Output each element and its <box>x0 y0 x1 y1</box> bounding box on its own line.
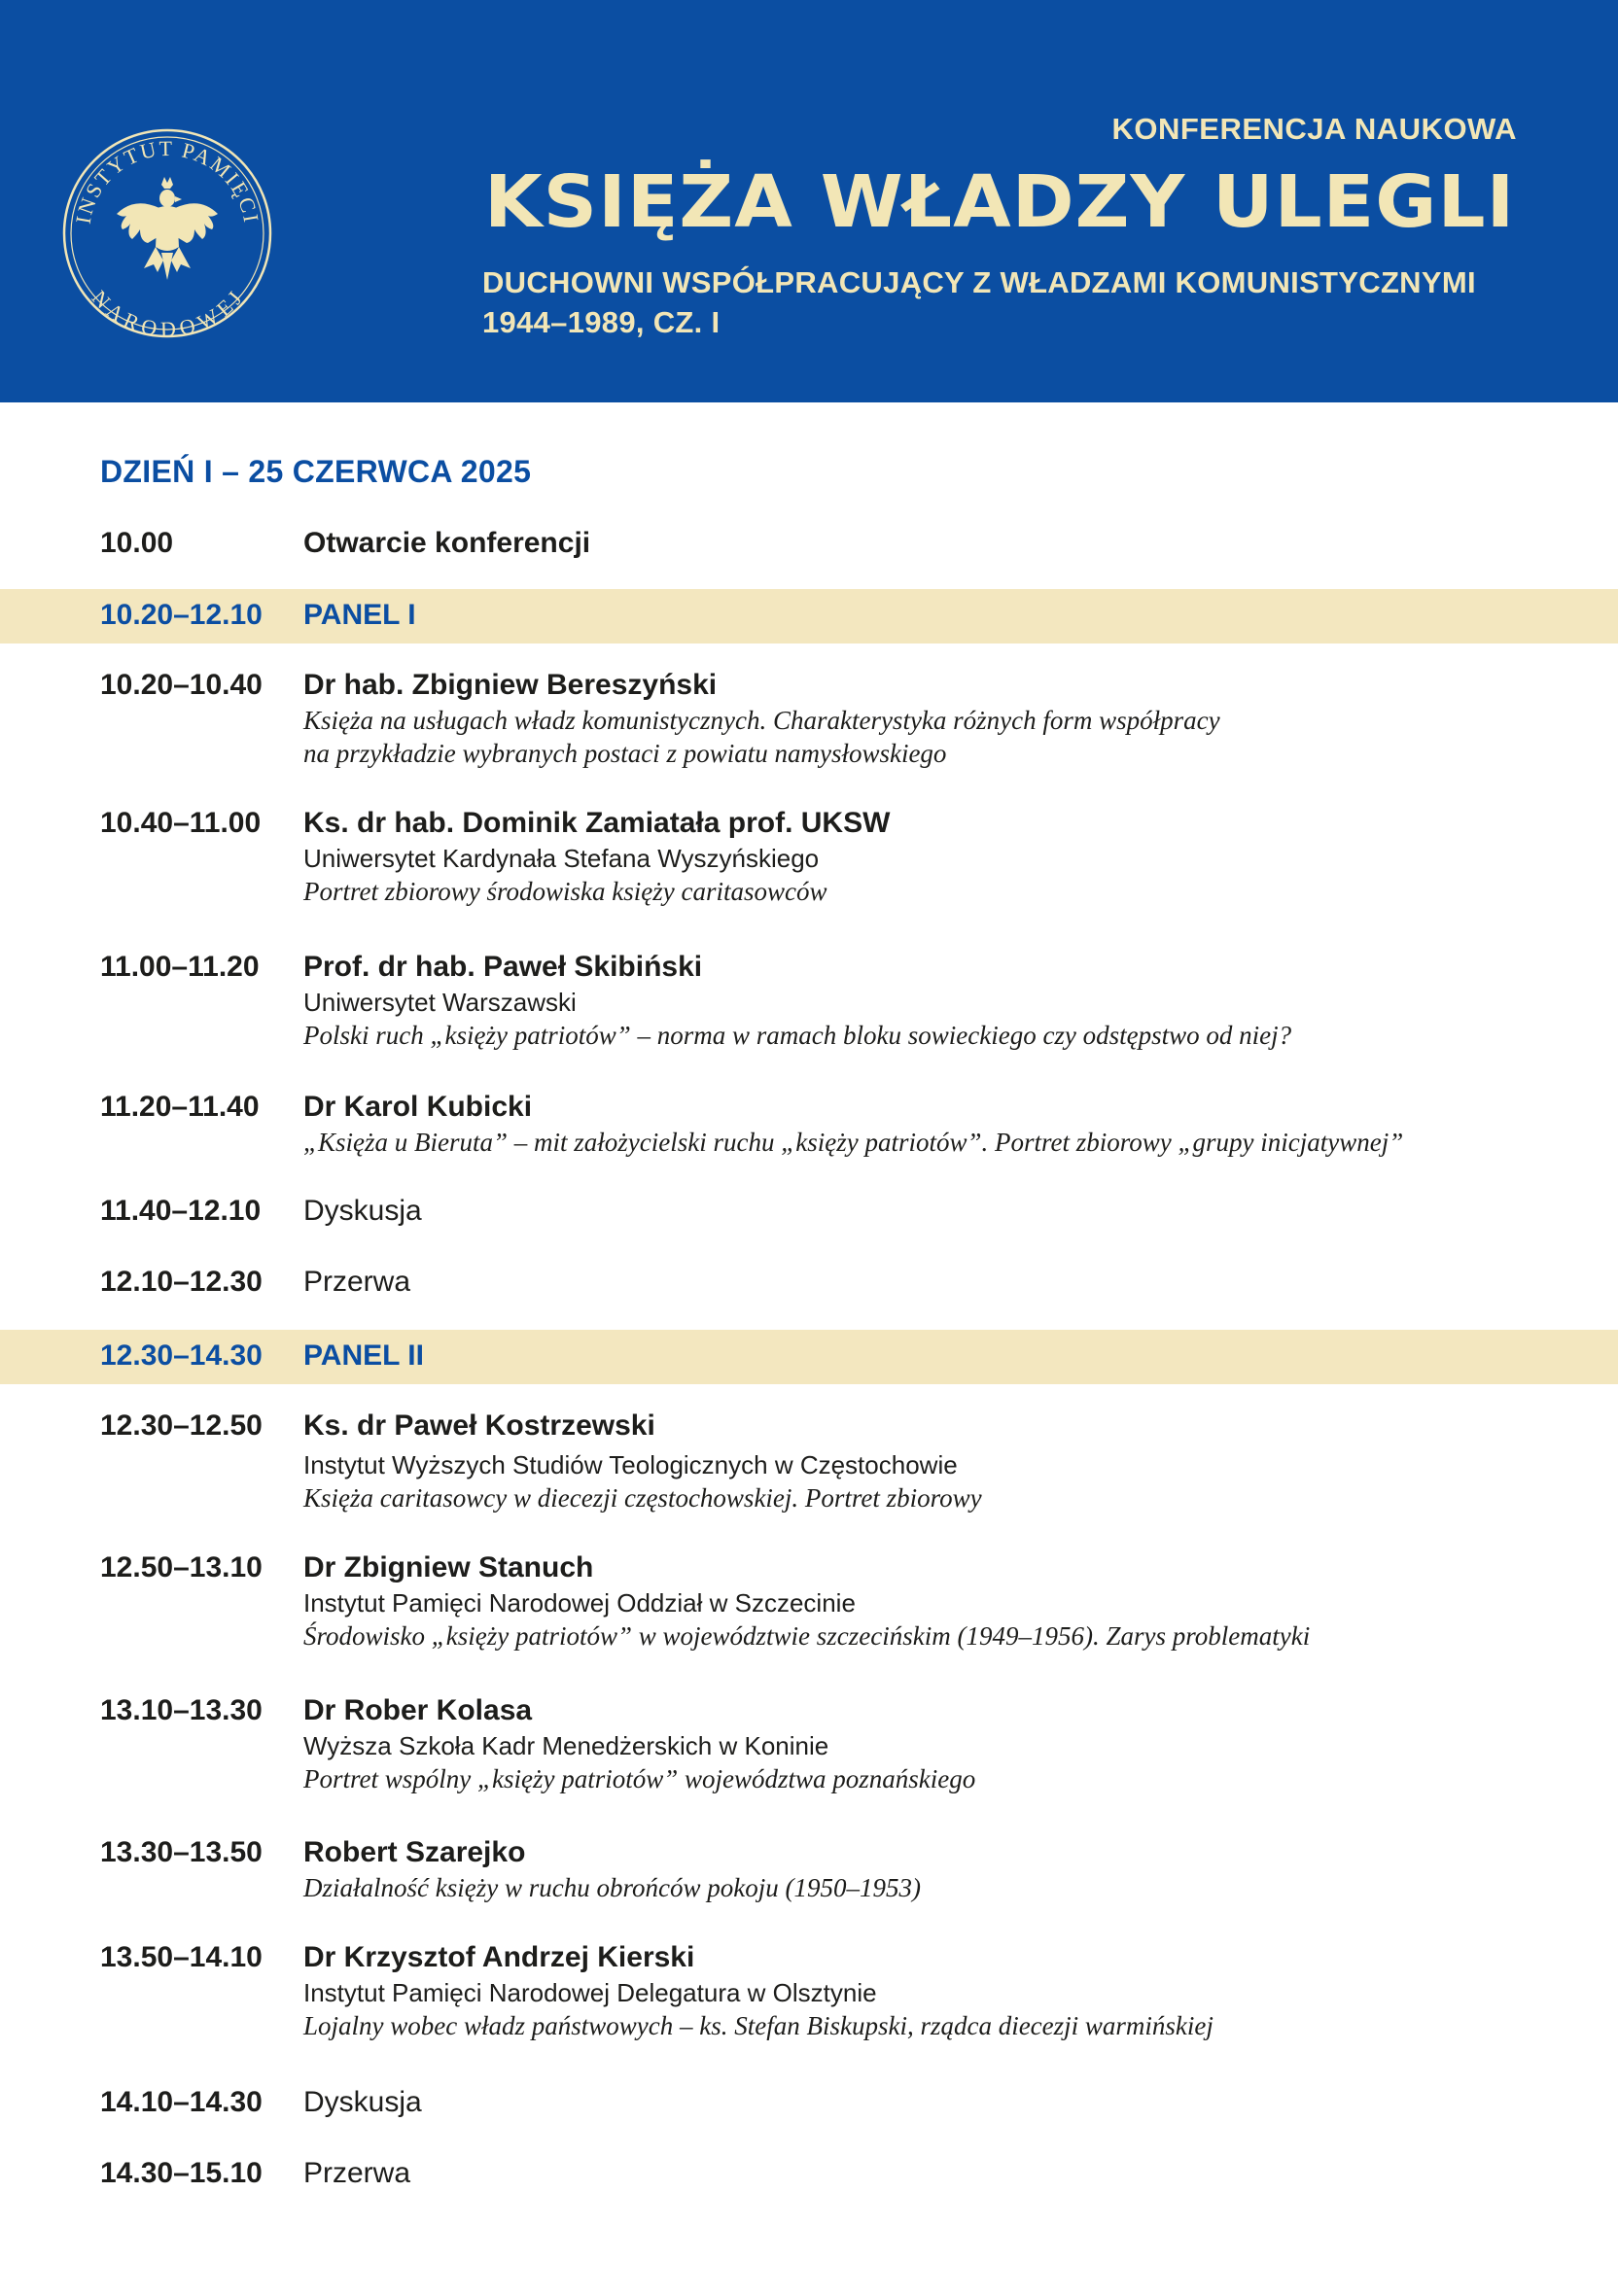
panel-band-1 <box>0 589 1618 644</box>
panel-label: PANEL II <box>303 1339 424 1372</box>
row-time: 14.10–14.30 <box>100 2086 263 2118</box>
row-label: Otwarcie konferencji <box>303 527 591 559</box>
talk-title: Księża caritasowcy w diecezji częstochowskiej. Portret zbiorowy <box>303 1483 982 1513</box>
talk-speaker: Dr Krzysztof Andrzej Kierski <box>303 1941 695 1973</box>
svg-text:NARODOWEJ: NARODOWEJ <box>87 285 248 340</box>
subtitle-line: 1944–1989, CZ. I <box>482 305 721 339</box>
talk-speaker: Dr Zbigniew Stanuch <box>303 1551 594 1583</box>
row-time: 14.30–15.10 <box>100 2157 263 2189</box>
talk-time: 10.20–10.40 <box>100 669 263 701</box>
talk-affiliation: Wyższa Szkoła Kadr Menedżerskich w Koninie <box>303 1731 829 1760</box>
row-label: Dyskusja <box>303 1195 422 1227</box>
talk-time: 10.40–11.00 <box>100 807 262 839</box>
day-heading: DZIEŃ I – 25 CZERWCA 2025 <box>100 454 532 489</box>
row-time: 11.40–12.10 <box>100 1195 262 1227</box>
talk-title: Polski ruch „księży patriotów” – norma w ramach bloku sowieckiego czy odstępstwo od niej? <box>303 1021 1292 1050</box>
talk-affiliation: Instytut Wyższych Studiów Teologicznych w Częstochowie <box>303 1450 958 1479</box>
subtitle-line: DUCHOWNI WSPÓŁPRACUJĄCY Z WŁADZAMI KOMUNISTYCZNYMI <box>482 265 1476 299</box>
talk-time: 11.20–11.40 <box>100 1091 260 1123</box>
talk-title: Portret zbiorowy środowiska księży caritasowców <box>303 877 827 906</box>
talk-speaker: Dr Rober Kolasa <box>303 1694 533 1726</box>
row-label: Przerwa <box>303 2157 411 2189</box>
talk-title: Działalność księży w ruchu obrońców pokoju (1950–1953) <box>303 1873 921 1902</box>
panel-label: PANEL I <box>303 599 416 631</box>
row-label: Przerwa <box>303 1266 411 1298</box>
talk-affiliation: Instytut Pamięci Narodowej Oddział w Szczecinie <box>303 1588 856 1618</box>
talk-title: Portret wspólny „księży patriotów” województwa poznańskiego <box>303 1764 976 1793</box>
talk-speaker: Dr hab. Zbigniew Bereszyński <box>303 669 718 701</box>
talk-affiliation: Uniwersytet Warszawski <box>303 988 577 1017</box>
talk-speaker: Ks. dr Paweł Kostrzewski <box>303 1409 655 1442</box>
conference-subtitle <box>482 262 1532 342</box>
talk-time: 12.30–12.50 <box>100 1409 263 1442</box>
eagle-icon <box>117 177 218 280</box>
talk-time: 12.50–13.10 <box>100 1551 263 1583</box>
talk-speaker: Prof. dr hab. Paweł Skibiński <box>303 951 703 983</box>
talk-title: na przykładzie wybranych postaci z powiatu namysłowskiego <box>303 739 947 768</box>
talk-affiliation: Uniwersytet Kardynała Stefana Wyszyńskiego <box>303 844 820 873</box>
talk-time: 11.00–11.20 <box>100 951 260 983</box>
header-banner <box>0 0 1618 402</box>
talk-title: „Księża u Bieruta” – mit założycielski ruchu „księży patriotów”. Portret zbiorowy „grupy inicjatywnej” <box>303 1128 1404 1157</box>
panel-time: 10.20–12.10 <box>100 599 263 631</box>
talk-time: 13.30–13.50 <box>100 1836 263 1868</box>
panel-time: 12.30–14.30 <box>100 1339 263 1372</box>
row-time: 12.10–12.30 <box>100 1266 263 1298</box>
panel-band-2 <box>0 1330 1618 1384</box>
svg-text:INSTYTUT PAMIĘCI: INSTYTUT PAMIĘCI <box>70 135 264 226</box>
conference-title: KSIĘŻA WŁADZY ULEGLI <box>484 160 1516 244</box>
talk-speaker: Dr Karol Kubicki <box>303 1091 533 1123</box>
talk-speaker: Robert Szarejko <box>303 1836 526 1868</box>
ipn-seal-logo <box>60 126 274 340</box>
talk-speaker: Ks. dr hab. Dominik Zamiatała prof. UKSW <box>303 807 891 839</box>
talk-time: 13.50–14.10 <box>100 1941 263 1973</box>
talk-title: Księża na usługach władz komunistycznych. Charakterystyka różnych form współpracy <box>303 706 1220 735</box>
talk-title: Środowisko „księży patriotów” w województwie szczecińskim (1949–1956). Zarys problematyki <box>303 1621 1311 1651</box>
talk-time: 13.10–13.30 <box>100 1694 263 1726</box>
talk-title: Lojalny wobec władz państwowych – ks. Stefan Biskupski, rządca diecezji warmińskiej <box>303 2011 1214 2040</box>
row-label: Dyskusja <box>303 2086 422 2118</box>
talk-affiliation: Instytut Pamięci Narodowej Delegatura w Olsztynie <box>303 1978 877 2007</box>
conference-kicker: KONFERENCJA NAUKOWA <box>1111 112 1517 146</box>
row-time: 10.00 <box>100 527 174 559</box>
